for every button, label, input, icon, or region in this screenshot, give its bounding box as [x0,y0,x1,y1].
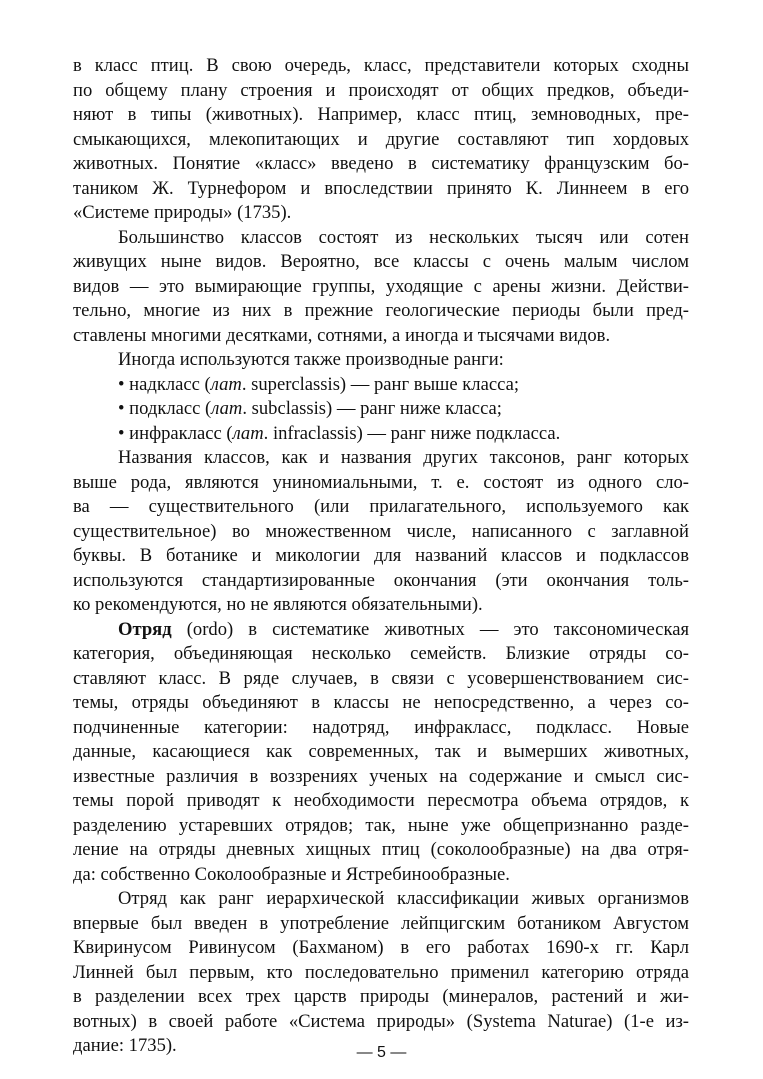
text-line: вотных) в своей работе «Система природы» (Systema Naturae) (1-е из- [73,1010,689,1032]
term-order: Отряд [118,618,172,640]
text-line: няют в типы (животных). Например, класс птиц, земноводных, пре- [73,104,689,125]
text-line: используются стандартизированные окончания (эти окончания толь- [73,569,689,591]
text-line: да: собственно Соколообразные и Ястребинообразные. [73,863,510,885]
text-line: темы порой приводят к необходимости пересмотра объема отрядов, к [73,790,689,811]
bullet-item: • надкласс (лат. superclassis) — ранг выше класса; [118,373,519,395]
paragraph-class-names [73,446,689,618]
paragraph-order [73,618,689,888]
text-line: Отряд (ordo) в систематике животных — это таксономическая [118,618,689,640]
text-line: буквы. В ботанике и микологии для названий классов и подклассов [73,545,689,566]
bullet-list [73,373,689,447]
text-line: впервые был введен в употребление лейпцигским ботаником Августом [73,912,689,934]
text-line: существительное) во множественном числе, написанного с заглавной [73,520,689,542]
text-line: Иногда используются также производные ранги: [118,349,504,370]
text-line: известные различия в воззрениях ученых на содержание и смысл сис- [73,765,689,787]
paragraph-class-size [73,226,689,349]
text-line: темы, отряды объединяют в классы не непосредственно, а через со- [73,692,689,713]
page-number: — 5 — [356,1044,407,1061]
text-line: ление на отряды дневных хищных птиц (соколообразные) на два отря- [73,839,689,860]
text-line: дание: 1735). [73,1035,177,1056]
text-line: в класс птиц. В свою очередь, класс, представители которых сходны [73,55,689,76]
text-line: ко рекомендуются, но не являются обязательными). [73,594,483,615]
text-line: в разделении всех трех царств природы (минералов, растений и жи- [73,986,689,1007]
text-line: смыкающихся, млекопитающих и другие составляют тип хордовых [73,128,689,150]
text-line: «Системе природы» (1735). [73,202,292,223]
text-line: живущих ныне видов. Вероятно, все классы с очень малым числом [73,251,689,272]
text-line: по общему плану строения и происходят от общих предков, объеди- [73,79,689,101]
text-line: таником Ж. Турнефором и впоследствии принято К. Линнеем в его [73,177,689,199]
text-line: данные, касающиеся как современных, так и вымерших животных, [73,741,689,762]
text-line: выше рода, являются униномиальными, т. е. состоят из одного сло- [73,471,689,493]
text-line: Отряд как ранг иерархической классификации живых организмов [118,888,689,909]
text-line: тельно, многие из них в прежние геологические периоды были пред- [73,300,689,321]
text-line: видов — это вымирающие группы, уходящие с арены жизни. Действи- [73,275,689,297]
bullet-item: • инфракласс (лат. infraclassis) — ранг ниже подкласса. [118,422,561,444]
text-line: животных. Понятие «класс» введено в систематику французским бо- [73,153,689,174]
text-line: подчиненные категории: надотряд, инфракласс, подкласс. Новые [73,716,689,738]
text-line: Квиринусом Ривинусом (Бахманом) в его работах 1690-х гг. Карл [73,937,689,958]
paragraph-derived-ranks [73,348,689,373]
text-line: разделению устаревших отрядов; так, ныне уже общепризнанно разде- [73,814,689,836]
text-line: Большинство классов состоят из нескольких тысяч или сотен [118,226,689,248]
text-line: Линней был первым, кто последовательно применил категорию отряда [73,961,689,983]
paragraph-class-intro [73,54,689,226]
text-line: ставляют класс. В ряде случаев, в связи с усовершенствованием сис- [73,667,689,689]
page-text [73,54,689,1059]
bullet-item: • подкласс (лат. subclassis) — ранг ниже класса; [118,398,502,419]
text-line: ставлены многими десятками, сотнями, а иногда и тысячами видов. [73,324,611,346]
text-line: категория, объединяющая несколько семейств. Близкие отряды со- [73,643,689,664]
paragraph-order-history [73,887,689,1059]
text-line: Названия классов, как и названия других таксонов, ранг которых [118,447,689,468]
text-line: ва — существительного (или прилагательного, используемого как [73,496,689,517]
